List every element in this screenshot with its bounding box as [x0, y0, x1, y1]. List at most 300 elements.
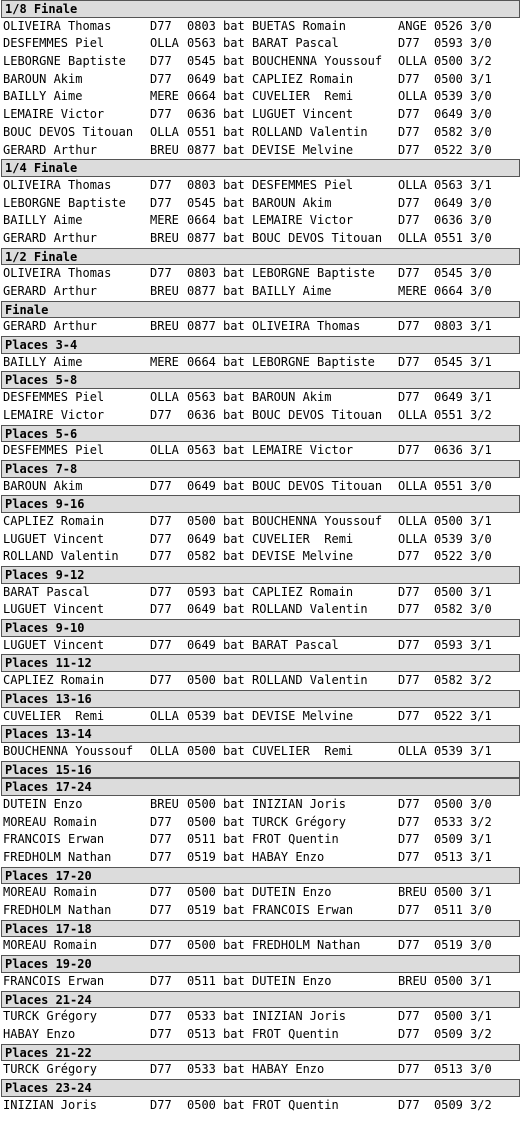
section-header: Places 3-4 [1, 336, 520, 354]
player2-rank: 0551 [434, 478, 463, 493]
player1-club: D77 [150, 549, 172, 564]
player1-club: D77 [150, 885, 172, 900]
player2-club: OLLA [398, 478, 427, 493]
beats-label: bat [223, 177, 245, 192]
match-row [0, 708, 521, 726]
section-header: Places 7-8 [1, 460, 520, 478]
match-score: 3/0 [470, 284, 492, 298]
match-score: 3/2 [470, 1097, 492, 1112]
player2-name: DEVISE Melvine [252, 708, 354, 723]
player2-name: ROLLAND Valentin [252, 673, 368, 688]
match-row [0, 389, 521, 407]
player1-rank: 0649 [187, 531, 216, 546]
match-row [0, 35, 521, 53]
player1-rank: 0519 [187, 903, 216, 918]
player2-rank: 0539 [434, 89, 463, 104]
player2-rank: 0582 [434, 673, 463, 688]
match-score: 3/0 [470, 478, 492, 493]
beats-label: bat [223, 124, 245, 139]
player1-club: D77 [150, 266, 172, 281]
player1-club: D77 [150, 407, 172, 422]
player1-name: GERARD Arthur [3, 319, 97, 334]
player1-rank: 0511 [187, 973, 216, 988]
player2-name: FROT Quentin [252, 832, 339, 847]
player1-rank: 0593 [187, 584, 216, 599]
match-row [0, 849, 521, 867]
player2-name: DUTEIN Enzo [252, 885, 332, 900]
beats-label: bat [223, 796, 245, 811]
player1-club: D77 [150, 584, 172, 599]
player1-club: MERE [150, 354, 179, 369]
player2-name: ROLLAND Valentin [252, 602, 368, 617]
player2-rank: 0539 [434, 743, 463, 758]
match-score: 3/0 [470, 602, 492, 617]
player1-rank: 0539 [187, 708, 216, 723]
player1-rank: 0636 [187, 407, 216, 422]
beats-label: bat [223, 973, 245, 988]
match-row [0, 106, 521, 124]
player2-rank: 0551 [434, 407, 463, 422]
player2-rank: 0533 [434, 814, 463, 829]
player1-club: D77 [150, 850, 172, 864]
player1-club: BREU [150, 796, 179, 811]
section-header: Places 17-24 [1, 778, 520, 796]
player2-club: D77 [398, 124, 420, 139]
player1-rank: 0500 [187, 513, 216, 528]
player1-name: HABAY Enzo [3, 1026, 76, 1041]
match-score: 3/1 [470, 637, 492, 652]
player1-name: BAILLY Aime [3, 89, 83, 104]
player2-club: ANGE [398, 18, 427, 33]
section-header: Places 9-10 [1, 619, 520, 637]
player2-club: D77 [398, 354, 420, 369]
player2-club: D77 [398, 1097, 420, 1112]
player1-club: D77 [150, 1026, 172, 1041]
player1-club: D77 [150, 1097, 172, 1112]
player1-rank: 0519 [187, 850, 216, 864]
section-header: Finale [1, 301, 520, 319]
player1-rank: 0500 [187, 673, 216, 688]
player1-club: BREU [150, 284, 179, 298]
player1-rank: 0533 [187, 1009, 216, 1024]
player1-name: DESFEMMES Piel [3, 390, 105, 405]
match-score: 3/1 [470, 319, 492, 334]
player1-name: CAPLIEZ Romain [3, 673, 105, 688]
player2-club: D77 [398, 71, 420, 86]
player2-club: OLLA [398, 177, 427, 192]
match-row [0, 831, 521, 849]
player1-club: D77 [150, 513, 172, 528]
player1-name: FRANCOIS Erwan [3, 832, 105, 847]
player1-rank: 0500 [187, 796, 216, 811]
beats-label: bat [223, 814, 245, 829]
player2-club: BREU [398, 973, 427, 988]
section-header: 1/2 Finale [1, 248, 520, 266]
match-score: 3/1 [470, 443, 492, 458]
player2-rank: 0500 [434, 796, 463, 811]
beats-label: bat [223, 230, 245, 245]
match-row [0, 601, 521, 619]
player2-name: DESFEMMES Piel [252, 177, 354, 192]
player1-rank: 0664 [187, 213, 216, 228]
player1-name: CUVELIER Remi [3, 708, 105, 723]
player2-name: DEVISE Melvine [252, 549, 354, 564]
player1-club: MERE [150, 213, 179, 228]
player2-rank: 0513 [434, 1062, 463, 1077]
player2-club: D77 [398, 637, 420, 652]
player1-name: ROLLAND Valentin [3, 549, 119, 564]
player1-rank: 0551 [187, 124, 216, 139]
beats-label: bat [223, 903, 245, 918]
player2-rank: 0500 [434, 584, 463, 599]
match-score: 3/0 [470, 531, 492, 546]
player1-name: FREDHOLM Nathan [3, 903, 112, 918]
player1-club: D77 [150, 71, 172, 86]
player1-name: LUGUET Vincent [3, 602, 105, 617]
player1-club: OLLA [150, 124, 179, 139]
beats-label: bat [223, 832, 245, 847]
player2-name: FRANCOIS Erwan [252, 903, 354, 918]
player2-club: D77 [398, 549, 420, 564]
player2-rank: 0551 [434, 230, 463, 245]
player2-name: HABAY Enzo [252, 850, 325, 864]
section-header: Places 5-8 [1, 371, 520, 389]
match-row [0, 195, 521, 213]
player1-name: MOREAU Romain [3, 814, 97, 829]
match-score: 3/0 [470, 89, 492, 104]
player2-rank: 0522 [434, 708, 463, 723]
player1-club: OLLA [150, 443, 179, 458]
beats-label: bat [223, 1026, 245, 1041]
player2-name: ROLLAND Valentin [252, 124, 368, 139]
player1-name: FRANCOIS Erwan [3, 973, 105, 988]
beats-label: bat [223, 36, 245, 51]
player2-club: OLLA [398, 531, 427, 546]
section-header: Places 9-16 [1, 495, 520, 513]
match-row [0, 442, 521, 460]
player1-name: CAPLIEZ Romain [3, 513, 105, 528]
section-header: 1/4 Finale [1, 159, 520, 177]
player2-rank: 0563 [434, 177, 463, 192]
match-score: 3/0 [470, 124, 492, 139]
section-header: Places 5-6 [1, 425, 520, 443]
player2-club: D77 [398, 673, 420, 688]
player1-rank: 0511 [187, 832, 216, 847]
player1-rank: 0563 [187, 36, 216, 51]
player1-rank: 0877 [187, 284, 216, 298]
player2-name: BOUC DEVOS Titouan [252, 407, 383, 422]
player2-name: LUGUET Vincent [252, 107, 354, 122]
player1-name: BAILLY Aime [3, 354, 83, 369]
match-row [0, 531, 521, 549]
beats-label: bat [223, 54, 245, 69]
match-row [0, 265, 521, 283]
player2-club: D77 [398, 602, 420, 617]
player2-name: CUVELIER Remi [252, 89, 354, 104]
player2-name: FROT Quentin [252, 1097, 339, 1112]
player2-name: CAPLIEZ Romain [252, 71, 354, 86]
match-row [0, 584, 521, 602]
player1-name: LEMAIRE Victor [3, 407, 105, 422]
player1-club: OLLA [150, 708, 179, 723]
player2-club: D77 [398, 584, 420, 599]
player2-club: OLLA [398, 54, 427, 69]
beats-label: bat [223, 478, 245, 493]
player1-club: D77 [150, 531, 172, 546]
player1-club: D77 [150, 107, 172, 122]
section-header: Places 17-20 [1, 867, 520, 885]
player1-name: LUGUET Vincent [3, 637, 105, 652]
player2-club: D77 [398, 195, 420, 210]
player2-club: D77 [398, 213, 420, 228]
player1-name: LEBORGNE Baptiste [3, 195, 126, 210]
player1-name: DUTEIN Enzo [3, 796, 83, 811]
player2-club: D77 [398, 390, 420, 405]
match-row [0, 513, 521, 531]
player1-rank: 0877 [187, 230, 216, 245]
player1-club: D77 [150, 637, 172, 652]
player2-name: BOUC DEVOS Titouan [252, 230, 383, 245]
player2-name: BARAT Pascal [252, 36, 339, 51]
player1-club: MERE [150, 89, 179, 104]
player2-rank: 0509 [434, 832, 463, 847]
player1-club: BREU [150, 319, 179, 334]
match-score: 3/2 [470, 407, 492, 422]
player2-rank: 0593 [434, 36, 463, 51]
match-score: 3/0 [470, 107, 492, 122]
player2-name: INIZIAN Joris [252, 796, 346, 811]
match-row [0, 884, 521, 902]
player2-club: OLLA [398, 230, 427, 245]
player2-club: D77 [398, 850, 420, 864]
beats-label: bat [223, 513, 245, 528]
section-header: Places 17-18 [1, 920, 520, 938]
player1-rank: 0513 [187, 1026, 216, 1041]
player2-name: LEBORGNE Baptiste [252, 354, 375, 369]
match-score: 3/2 [470, 814, 492, 829]
match-score: 3/0 [470, 230, 492, 245]
player2-rank: 0522 [434, 549, 463, 564]
match-row [0, 212, 521, 230]
player1-club: D77 [150, 478, 172, 493]
player2-name: BAROUN Akim [252, 390, 332, 405]
player1-name: GERARD Arthur [3, 284, 97, 298]
player2-name: CUVELIER Remi [252, 531, 354, 546]
player2-club: OLLA [398, 743, 427, 758]
player2-club: D77 [398, 1026, 420, 1041]
match-row [0, 937, 521, 955]
player2-rank: 0513 [434, 850, 463, 864]
player2-club: D77 [398, 938, 420, 953]
player2-rank: 0582 [434, 602, 463, 617]
match-row [0, 973, 521, 991]
match-score: 3/1 [470, 850, 492, 864]
player2-name: TURCK Grégory [252, 814, 346, 829]
section-header: Places 19-20 [1, 955, 520, 973]
player2-name: CUVELIER Remi [252, 743, 354, 758]
beats-label: bat [223, 142, 245, 157]
match-score: 3/0 [470, 1062, 492, 1077]
beats-label: bat [223, 407, 245, 422]
player2-club: D77 [398, 142, 420, 157]
player2-name: BUETAS Romain [252, 18, 346, 33]
beats-label: bat [223, 938, 245, 953]
player1-club: D77 [150, 903, 172, 918]
match-score: 3/2 [470, 54, 492, 69]
player1-name: OLIVEIRA Thomas [3, 177, 112, 192]
player2-name: BOUCHENNA Youssouf [252, 513, 383, 528]
player1-club: OLLA [150, 743, 179, 758]
player1-club: D77 [150, 602, 172, 617]
match-score: 3/0 [470, 195, 492, 210]
player2-name: BOUC DEVOS Titouan [252, 478, 383, 493]
player2-rank: 0500 [434, 71, 463, 86]
player1-rank: 0533 [187, 1062, 216, 1077]
player1-rank: 0803 [187, 177, 216, 192]
match-row [0, 177, 521, 195]
player2-name: LEMAIRE Victor [252, 443, 354, 458]
player1-name: BOUC DEVOS Titouan [3, 124, 134, 139]
section-header: Places 15-16 [1, 761, 520, 779]
beats-label: bat [223, 1062, 245, 1077]
beats-label: bat [223, 637, 245, 652]
match-score: 3/1 [470, 71, 492, 86]
player2-club: D77 [398, 266, 420, 281]
match-score: 3/1 [470, 513, 492, 528]
match-score: 3/1 [470, 390, 492, 405]
player1-club: BREU [150, 142, 179, 157]
match-row [0, 142, 521, 160]
player1-club: D77 [150, 814, 172, 829]
player1-club: D77 [150, 938, 172, 953]
player1-club: D77 [150, 1009, 172, 1024]
match-row [0, 318, 521, 336]
match-row [0, 230, 521, 248]
player2-club: D77 [398, 708, 420, 723]
match-row [0, 18, 521, 36]
beats-label: bat [223, 284, 245, 298]
match-row [0, 478, 521, 496]
match-score: 3/0 [470, 142, 492, 157]
player2-name: OLIVEIRA Thomas [252, 319, 361, 334]
player1-name: FREDHOLM Nathan [3, 850, 112, 864]
player2-name: BARAT Pascal [252, 637, 339, 652]
player2-rank: 0803 [434, 319, 463, 334]
player1-rank: 0877 [187, 319, 216, 334]
beats-label: bat [223, 213, 245, 228]
player2-club: D77 [398, 1009, 420, 1024]
player2-name: LEBORGNE Baptiste [252, 266, 375, 281]
beats-label: bat [223, 1097, 245, 1112]
player1-rank: 0877 [187, 142, 216, 157]
player2-rank: 0509 [434, 1026, 463, 1041]
player2-club: D77 [398, 796, 420, 811]
player2-club: D77 [398, 319, 420, 334]
player1-rank: 0563 [187, 443, 216, 458]
player2-club: BREU [398, 885, 427, 900]
match-row [0, 53, 521, 71]
player2-rank: 0500 [434, 973, 463, 988]
player2-club: D77 [398, 1062, 420, 1077]
match-score: 3/0 [470, 266, 492, 281]
beats-label: bat [223, 708, 245, 723]
player1-rank: 0500 [187, 885, 216, 900]
match-row [0, 548, 521, 566]
beats-label: bat [223, 195, 245, 210]
beats-label: bat [223, 390, 245, 405]
beats-label: bat [223, 549, 245, 564]
player2-rank: 0526 [434, 18, 463, 33]
match-score: 3/1 [470, 354, 492, 369]
match-score: 3/1 [470, 177, 492, 192]
player2-club: OLLA [398, 407, 427, 422]
player2-club: MERE [398, 284, 427, 298]
player2-rank: 0500 [434, 513, 463, 528]
match-row [0, 1097, 521, 1115]
player1-rank: 0803 [187, 18, 216, 33]
match-row [0, 1026, 521, 1044]
match-row [0, 672, 521, 690]
match-score: 3/1 [470, 832, 492, 847]
beats-label: bat [223, 71, 245, 86]
player2-rank: 0649 [434, 195, 463, 210]
player1-name: DESFEMMES Piel [3, 443, 105, 458]
section-header: Places 9-12 [1, 566, 520, 584]
player2-rank: 0636 [434, 213, 463, 228]
player2-rank: 0664 [434, 284, 463, 298]
player2-club: OLLA [398, 89, 427, 104]
player1-club: D77 [150, 832, 172, 847]
beats-label: bat [223, 1009, 245, 1024]
player1-name: OLIVEIRA Thomas [3, 18, 112, 33]
beats-label: bat [223, 443, 245, 458]
player1-name: LEMAIRE Victor [3, 107, 105, 122]
player2-club: D77 [398, 443, 420, 458]
player1-name: INIZIAN Joris [3, 1097, 97, 1112]
player1-name: MOREAU Romain [3, 938, 97, 953]
player2-rank: 0539 [434, 531, 463, 546]
player1-club: D77 [150, 54, 172, 69]
match-row [0, 407, 521, 425]
player2-name: CAPLIEZ Romain [252, 584, 354, 599]
player1-rank: 0500 [187, 743, 216, 758]
match-score: 3/0 [470, 549, 492, 564]
player2-name: LEMAIRE Victor [252, 213, 354, 228]
player2-rank: 0500 [434, 885, 463, 900]
player2-name: BOUCHENNA Youssouf [252, 54, 383, 69]
player2-rank: 0511 [434, 903, 463, 918]
beats-label: bat [223, 319, 245, 334]
match-row [0, 283, 521, 301]
player1-name: BAROUN Akim [3, 71, 83, 86]
player1-rank: 0649 [187, 478, 216, 493]
player2-club: D77 [398, 36, 420, 51]
player1-name: OLIVEIRA Thomas [3, 266, 112, 281]
beats-label: bat [223, 354, 245, 369]
beats-label: bat [223, 18, 245, 33]
player2-name: HABAY Enzo [252, 1062, 325, 1077]
match-score: 3/2 [470, 673, 492, 688]
section-header: Places 11-12 [1, 654, 520, 672]
match-row [0, 796, 521, 814]
match-score: 3/1 [470, 973, 492, 988]
section-header: Places 13-14 [1, 725, 520, 743]
player1-club: D77 [150, 673, 172, 688]
match-score: 3/1 [470, 584, 492, 599]
match-score: 3/1 [470, 885, 492, 900]
player2-rank: 0500 [434, 1009, 463, 1024]
player1-name: TURCK Grégory [3, 1062, 97, 1077]
